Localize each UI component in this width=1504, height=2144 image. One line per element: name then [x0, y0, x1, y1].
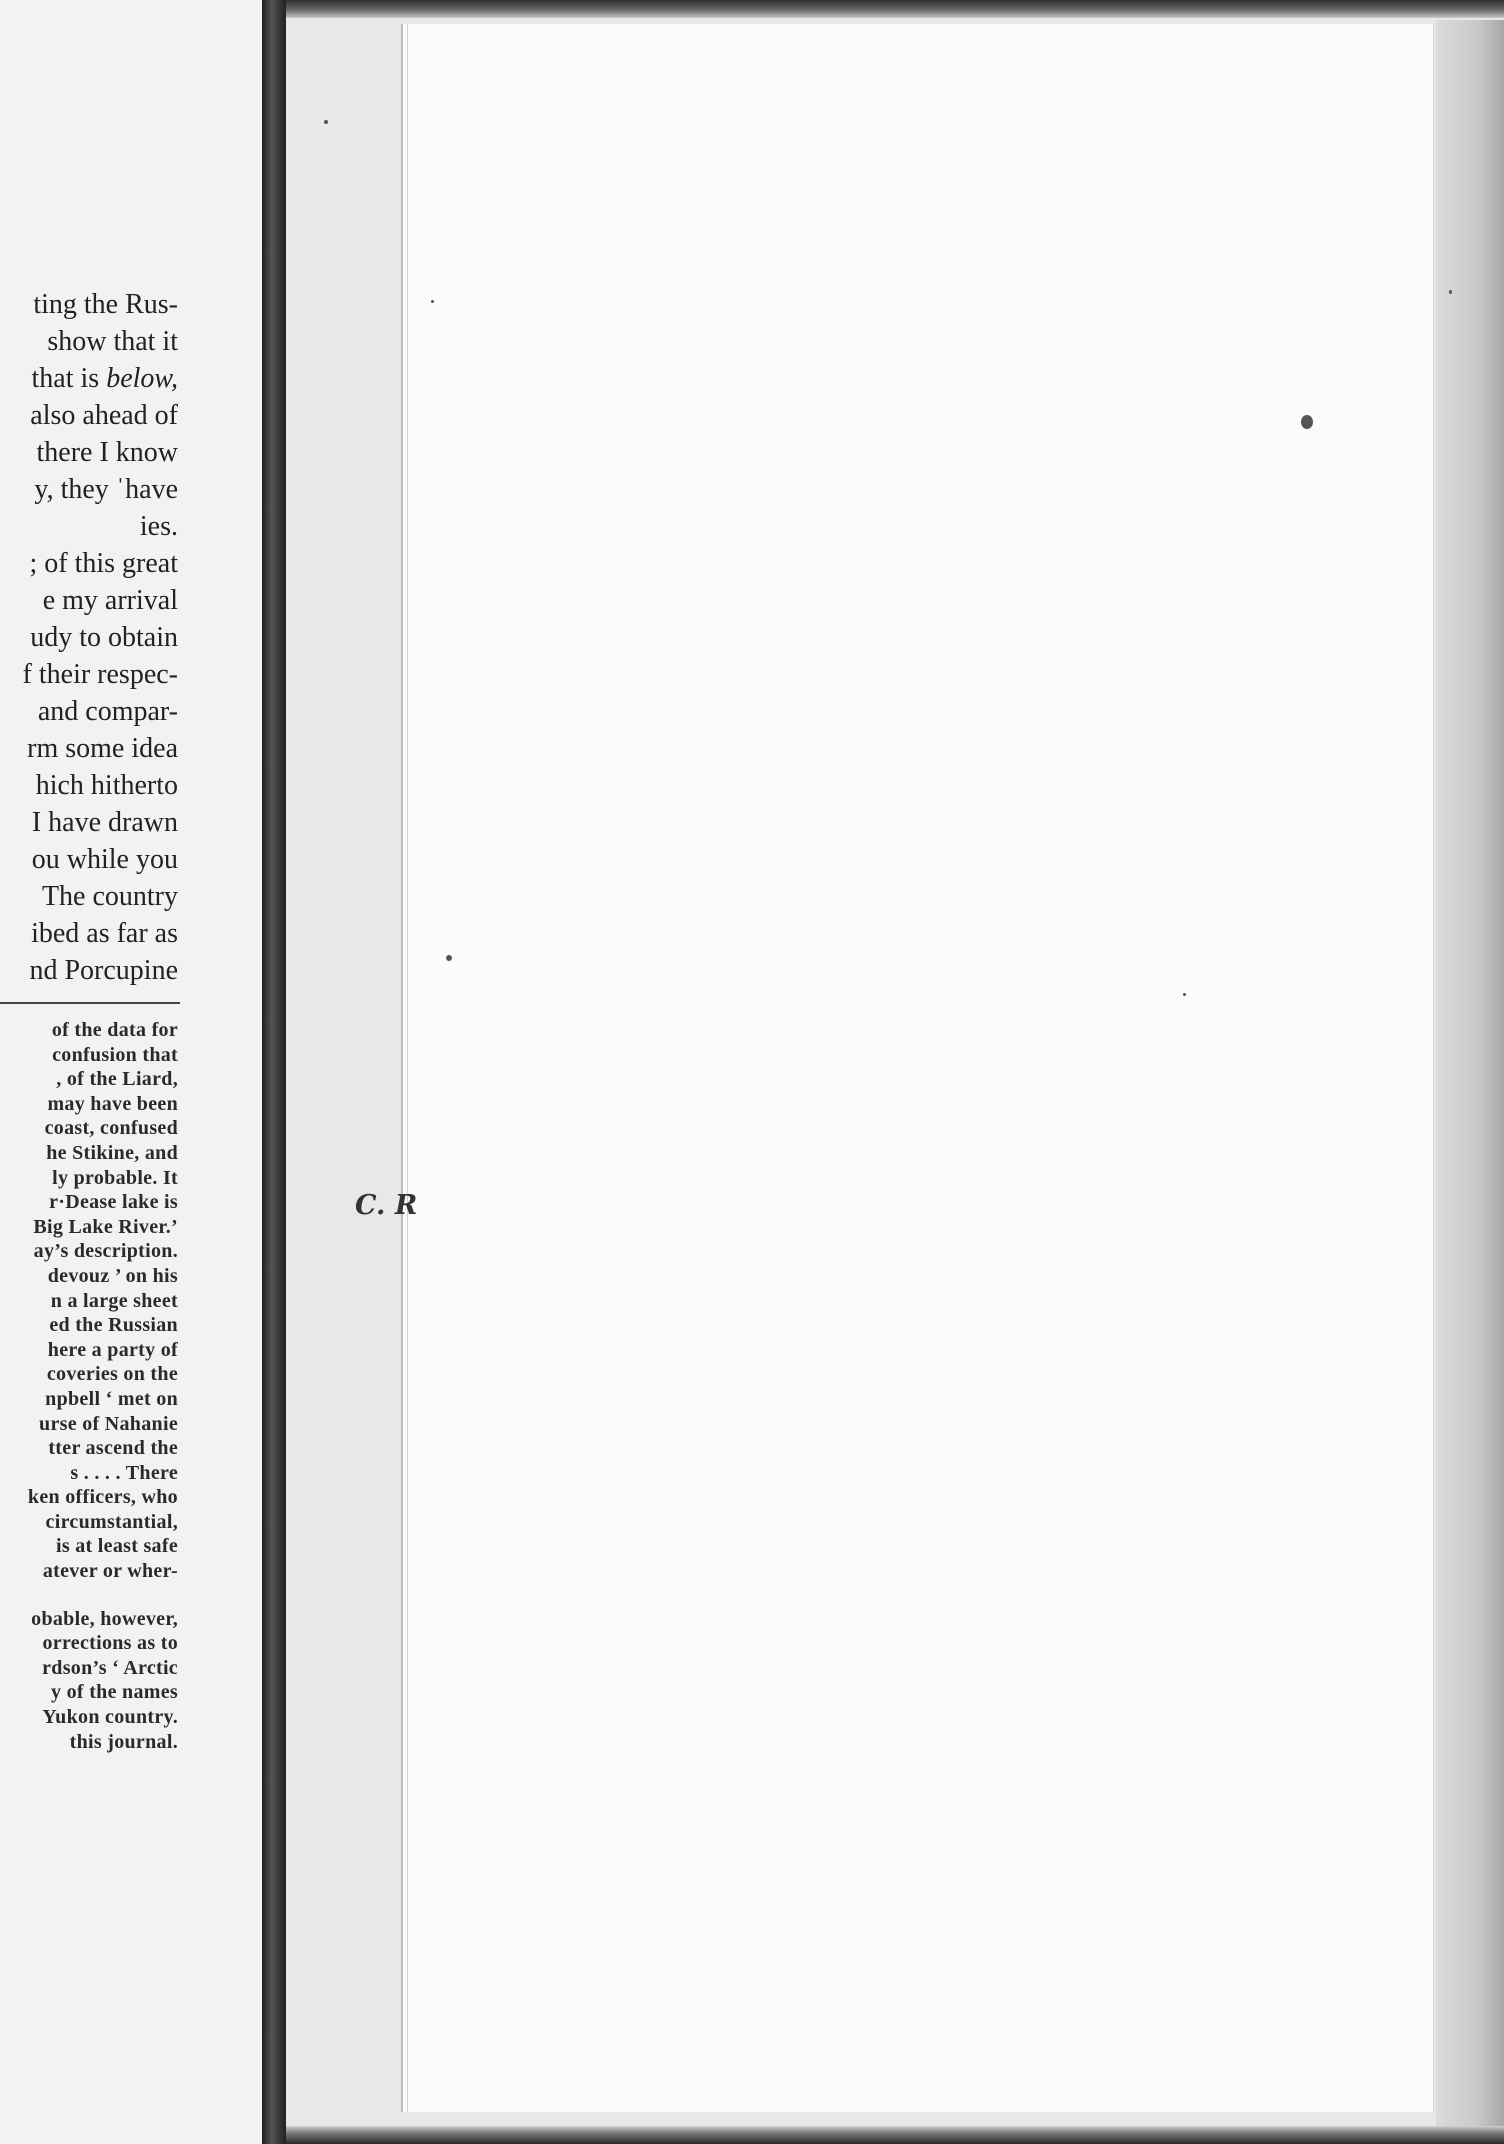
left-page-footnotes [0, 1018, 178, 1754]
body-line: and compar- [37, 696, 178, 727]
page-top-edge [286, 0, 1504, 18]
body-line: show that it [40, 326, 178, 357]
body-line: ting the Rus- [33, 289, 178, 320]
scan-speck [1301, 415, 1313, 429]
footnote-line: this journal. [69, 1730, 178, 1753]
body-line: The country [41, 881, 178, 912]
body-line: ies. [139, 511, 178, 542]
footnote-line: Big Lake River.’ [33, 1215, 178, 1238]
scan-speck [1183, 993, 1186, 996]
footnote-line: tter ascend the [48, 1437, 178, 1460]
body-line: ; of this great [29, 548, 178, 579]
footnote-line: atever or wher- [42, 1560, 178, 1583]
footnote-line: of the data for [51, 1019, 178, 1041]
book-gutter [262, 0, 286, 2144]
footnote-line: orrections as to [42, 1632, 178, 1655]
footnote-line: circumstantial, [45, 1510, 178, 1533]
left-page-body-text [0, 286, 178, 989]
footnote-line: ed the Russian [49, 1314, 178, 1337]
footnote-line: , of the Liard, [56, 1068, 178, 1091]
footnote-line: ly probable. It [52, 1166, 178, 1189]
footnote-line: r·Dease lake is [49, 1191, 178, 1214]
footnote-line: is at least safe [56, 1535, 178, 1558]
body-line: f their respec- [22, 659, 178, 690]
footnote-line: confusion that [52, 1043, 178, 1066]
footnote-line: here a party of [47, 1338, 178, 1361]
left-page [0, 0, 262, 2144]
footnote-line: may have been [47, 1092, 178, 1115]
footnote-line: ay’s description. [33, 1240, 178, 1263]
footnote-line: npbell ‘ met on [45, 1387, 178, 1410]
body-line: there I know [36, 437, 178, 468]
footnote-line: s . . . . There [70, 1461, 178, 1484]
footnote-line: Yukon country. [42, 1706, 178, 1729]
footnote-line: obable, however, [31, 1607, 178, 1630]
footnote-line: ken officers, who [27, 1486, 178, 1509]
footnote-rule [0, 1002, 180, 1004]
body-line: rm some idea [27, 733, 178, 764]
footnote-line: devouz ’ on his [47, 1264, 178, 1287]
footnote-line: coveries on the [46, 1363, 178, 1386]
scan-speck [1449, 290, 1452, 294]
scan-speck [446, 955, 452, 961]
body-line: ibed as far as [31, 918, 178, 949]
footnote-line: rdson’s ‘ Arctic [42, 1656, 178, 1679]
footnote-gap [0, 1584, 178, 1607]
right-page [286, 0, 1504, 2144]
body-line: udy to obtain [30, 622, 178, 653]
leaf-fold-line [407, 24, 408, 2112]
body-line: that is below, [31, 363, 178, 394]
body-line: I have drawn [31, 807, 178, 838]
footnote-line: urse of Nahanie [39, 1412, 178, 1435]
page-edge-shadow [1436, 20, 1504, 2126]
body-line: hich hitherto [35, 770, 178, 801]
body-line: also ahead of [30, 400, 178, 431]
page-bottom-edge [286, 2126, 1504, 2144]
footnote-line: coast, confused [44, 1117, 178, 1140]
footnote-line: y of the names [51, 1681, 178, 1704]
footnote-line: he Stikine, and [46, 1141, 178, 1164]
emphasized-word: below, [106, 363, 178, 394]
body-line: y, they ˈhave [34, 474, 178, 505]
body-line: e my arrival [42, 585, 178, 616]
footnote-line: n a large sheet [50, 1289, 178, 1312]
blank-leaf [401, 24, 1434, 2112]
body-line: ou while you [31, 844, 178, 875]
body-line: nd Porcupine [29, 955, 178, 986]
scan-speck [431, 300, 434, 303]
leaf-mark-text: C. R [355, 1190, 418, 1221]
scan-speck [324, 120, 328, 124]
